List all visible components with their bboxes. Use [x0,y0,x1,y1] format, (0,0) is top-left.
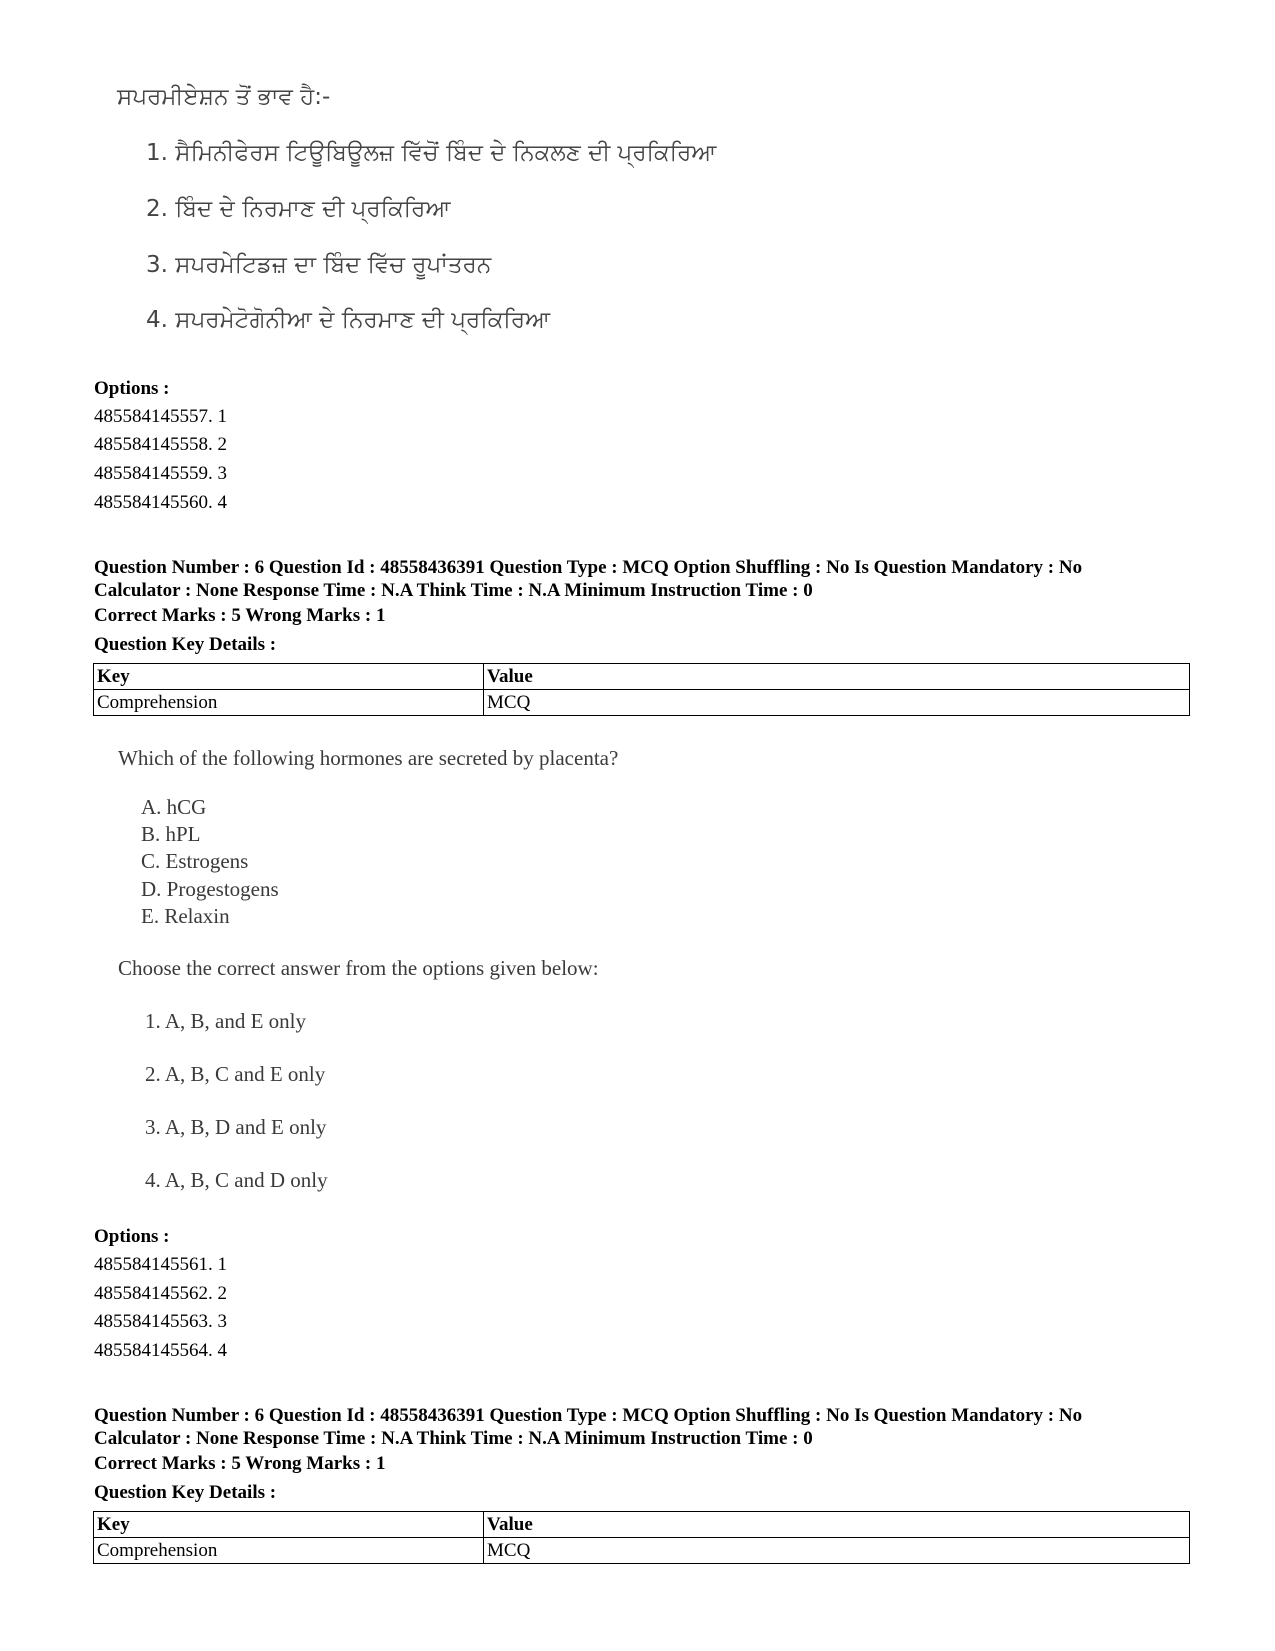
q6-item-d: D. Progestogens [141,877,279,901]
q6-choice-2: 2. A, B, C and E only [145,1062,326,1086]
q6-option-4: 485584145564. 4 [94,1340,227,1361]
q6-meta [94,556,1204,602]
q6-key-table [93,663,1190,716]
q5-option-3: 485584145559. 3 [94,463,227,484]
table-cell-key: Comprehension [94,690,484,716]
q5-choice-3: 3. ਸਪਰਮੇਟਿਡਜ਼ ਦਾ ਬਿੰਦ ਵਿੱਚ ਰੂਪਾਂਤਰਨ [146,252,492,278]
table-header-value: Value [484,1512,1190,1538]
table-header-row [94,664,1190,690]
q6-item-b: B. hPL [141,822,201,846]
q5-option-4: 485584145560. 4 [94,492,227,513]
table-header-value: Value [484,664,1190,690]
q6-item-a: A. hCG [141,795,207,819]
q5-choice-4: 4. ਸਪਰਮੇਟੋਗੋਨੀਆ ਦੇ ਨਿਰਮਾਣ ਦੀ ਪ੍ਰਕਿਰਿਆ [146,307,551,333]
q6-option-2: 485584145562. 2 [94,1283,227,1304]
q6-options-label: Options : [94,1226,170,1247]
table-cell-key: Comprehension [94,1538,484,1564]
q7-meta-line1: Question Number : 6 Question Id : 48558436391 Question Type : MCQ Option Shuffling : No Is Question Mandatory : No [94,1405,1083,1426]
q7-key-details-label: Question Key Details : [94,1482,277,1503]
q6-item-e: E. Relaxin [141,904,230,928]
q6-instruction: Choose the correct answer from the options given below: [118,956,599,980]
q6-choice-4: 4. A, B, C and D only [145,1168,328,1192]
table-header-key: Key [94,664,484,690]
q5-option-1: 485584145557. 1 [94,406,227,427]
q6-option-1: 485584145561. 1 [94,1254,227,1275]
table-header-row [94,1512,1190,1538]
q6-option-3: 485584145563. 3 [94,1311,227,1332]
q5-choice-1: 1. ਸੈਮਿਨੀਫੇਰਸ ਟਿਊਬਿਊਲਜ਼ ਵਿੱਚੋਂ ਬਿੰਦ ਦੇ ਨਿਕਲਣ ਦੀ ਪ੍ਰਕਿਰਿਆ [146,140,717,166]
q6-meta-line1: Question Number : 6 Question Id : 48558436391 Question Type : MCQ Option Shuffling : No Is Question Mandatory : No [94,557,1083,578]
table-cell-value: MCQ [484,1538,1190,1564]
q7-marks: Correct Marks : 5 Wrong Marks : 1 [94,1453,386,1474]
q7-meta-line2: Calculator : None Response Time : N.A Think Time : N.A Minimum Instruction Time : 0 [94,1428,813,1449]
table-row [94,1538,1190,1564]
q6-choice-3: 3. A, B, D and E only [145,1115,327,1139]
table-header-key: Key [94,1512,484,1538]
q6-choice-1: 1. A, B, and E only [145,1009,306,1033]
table-row [94,690,1190,716]
q6-item-c: C. Estrogens [141,849,249,873]
q5-option-2: 485584145558. 2 [94,434,227,455]
table-cell-value: MCQ [484,690,1190,716]
q5-options-label: Options : [94,378,170,399]
q7-meta [94,1404,1204,1450]
q6-stem: Which of the following hormones are secreted by placenta? [118,746,619,770]
q5-choice-2: 2. ਬਿੰਦ ਦੇ ਨਿਰਮਾਣ ਦੀ ਪ੍ਰਕਿਰਿਆ [146,196,451,222]
q6-marks: Correct Marks : 5 Wrong Marks : 1 [94,605,386,626]
q6-key-details-label: Question Key Details : [94,634,277,655]
q5-stem: ਸਪਰਮੀਏਸ਼ਨ ਤੋਂ ਭਾਵ ਹੈ:- [117,84,331,110]
q6-meta-line2: Calculator : None Response Time : N.A Think Time : N.A Minimum Instruction Time : 0 [94,580,813,601]
q7-key-table [93,1511,1190,1564]
